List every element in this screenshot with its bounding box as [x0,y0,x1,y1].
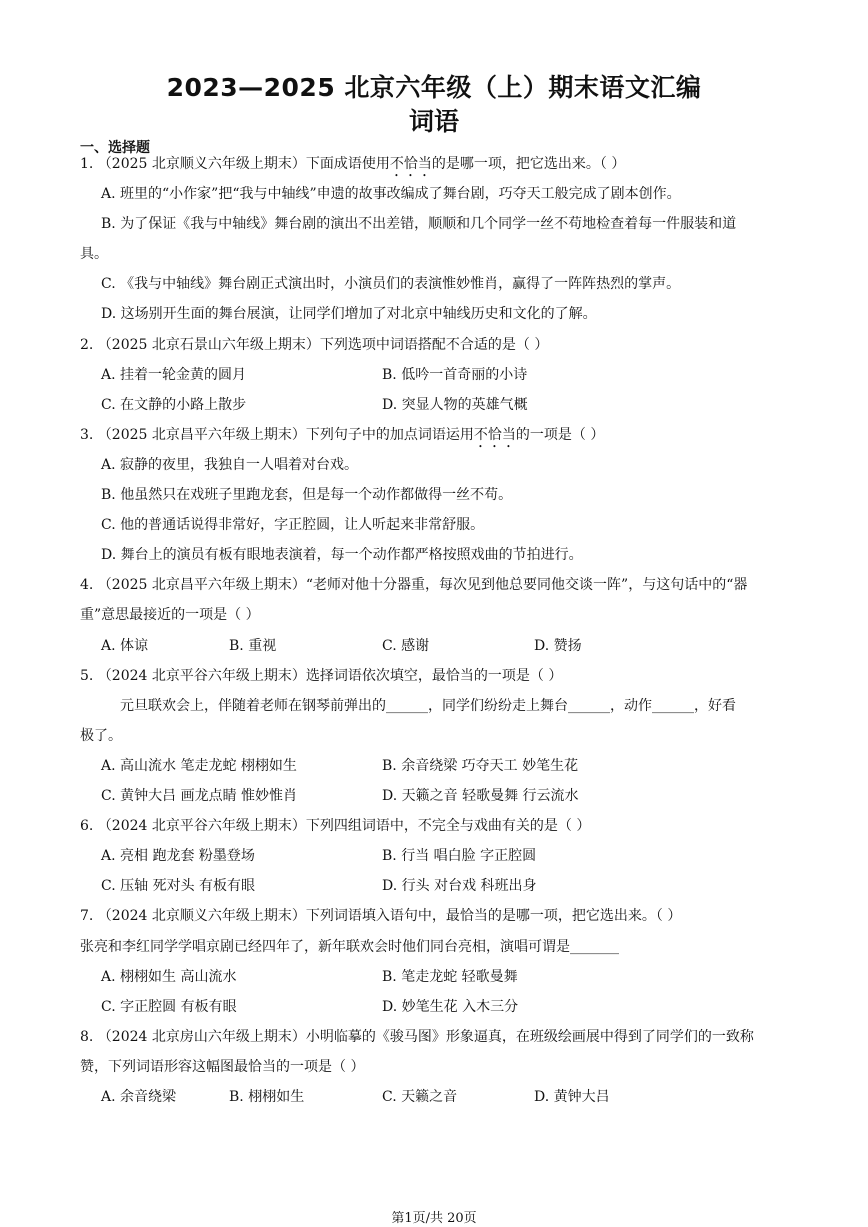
question-1-option-b: B. 为了保证《我与中轴线》舞台剧的演出不出差错，顺顺和几个同学一丝不苟地检查着每一件服装和道 [101,216,737,232]
question-2-option-c: C. 在文静的小路上散步 [101,397,247,413]
question-6-option-d: D. 行头 对台戏 科班出身 [382,878,537,894]
question-5-option-b: B. 余音绕梁 巧夺天工 妙笔生花 [382,758,579,774]
question-1-stem: 1. （2025 北京顺义六年级上期末）下面成语使用不恰当的是哪一项，把它选出来。（ ） [80,156,626,172]
question-5-option-c: C. 黄钟大吕 画龙点睛 惟妙惟肖 [101,788,298,804]
question-1-option-b-cont: 具。 [80,246,108,262]
question-6-stem: 6. （2024 北京平谷六年级上期末）下列四组词语中，不完全与戏曲有关的是（ ） [80,818,591,834]
question-1-option-d: D. 这场别开生面的舞台展演，让同学们增加了对北京中轴线历史和文化的了解。 [101,306,597,322]
question-8-option-b: B. 栩栩如生 [229,1089,305,1105]
question-4-option-b: B. 重视 [229,638,277,654]
question-3-option-c: C. 他的普通话说得非常好，字正腔圆，让人听起来非常舒服。 [101,517,485,533]
question-4-stem-cont: 重”意思最接近的一项是（ ） [80,607,260,623]
question-4-option-d: D. 赞扬 [534,638,582,654]
question-5-passage-cont: 极了。 [80,728,122,744]
question-7-option-c: C. 字正腔圆 有板有眼 [101,999,237,1015]
question-8-stem-cont: 赞，下列词语形容这幅图最恰当的一项是（ ） [80,1059,365,1075]
question-4-option-a: A. 体谅 [101,638,149,654]
question-7-passage: 张亮和李红同学学唱京剧已经四年了，新年联欢会时他们同台亮相，演唱可谓是_______ [80,939,619,955]
document-title: 2023—2025 北京六年级（上）期末语文汇编 [166,73,702,102]
question-6-option-c: C. 压轴 死对头 有板有眼 [101,878,256,894]
question-4-stem: 4. （2025 北京昌平六年级上期末）“老师对他十分器重，每次见到他总要同他交谈一阵”，与这句话中的“器 [80,577,748,593]
question-2-option-a: A. 挂着一轮金黄的圆月 [101,367,247,383]
question-7-option-b: B. 笔走龙蛇 轻歌曼舞 [382,969,518,985]
question-7-option-a: A. 栩栩如生 高山流水 [101,969,237,985]
question-4-option-c: C. 感谢 [382,638,430,654]
question-5-option-a: A. 高山流水 笔走龙蛇 栩栩如生 [101,758,297,774]
question-5-passage: 元旦联欢会上，伴随着老师在钢琴前弹出的______，同学们纷纷走上舞台______，动作______，好看 [120,698,736,714]
question-5-option-d: D. 天籁之音 轻歌曼舞 行云流水 [382,788,579,804]
question-3-stem: 3. （2025 北京昌平六年级上期末）下列句子中的加点词语运用不恰当的一项是（ ） [80,427,605,443]
question-2-stem: 2. （2025 北京石景山六年级上期末）下列选项中词语搭配不合适的是（ ） [80,337,549,353]
question-3-option-d: D. 舞台上的演员有板有眼地表演着，每一个动作都严格按照戏曲的节拍进行。 [101,547,583,563]
question-8-stem: 8. （2024 北京房山六年级上期末）小明临摹的《骏马图》形象逼真，在班级绘画展中得到了同学们的一致称 [80,1029,754,1045]
question-1-option-a: A. 班里的“小作家”把“我与中轴线”申遗的故事改编成了舞台剧，巧夺天工般完成了剧本创作。 [101,186,681,202]
question-2-option-b: B. 低吟一首奇丽的小诗 [382,367,528,383]
page-footer: 第1页/共 20页 [391,1211,477,1226]
question-1-option-c: C. 《我与中轴线》舞台剧正式演出时，小演员们的表演惟妙惟肖，赢得了一阵阵热烈的掌声。 [101,276,681,292]
question-6-option-b: B. 行当 唱白脸 字正腔圆 [382,848,537,864]
question-2-option-d: D. 突显人物的英雄气概 [382,397,528,413]
question-8-option-c: C. 天籁之音 [382,1089,458,1105]
section-heading: 一、选择题 [80,140,150,156]
question-3-option-b: B. 他虽然只在戏班子里跑龙套，但是每一个动作都做得一丝不苟。 [101,487,513,503]
question-7-stem: 7. （2024 北京顺义六年级上期末）下列词语填入语句中，最恰当的是哪一项，把它选出来。（ ） [80,908,682,924]
question-8-option-d: D. 黄钟大吕 [534,1089,610,1105]
document-subtitle: 词语 [408,107,459,136]
question-8-option-a: A. 余音绕梁 [101,1089,177,1105]
question-6-option-a: A. 亮相 跑龙套 粉墨登场 [101,848,255,864]
question-7-option-d: D. 妙笔生花 入木三分 [382,999,519,1015]
question-3-option-a: A. 寂静的夜里，我独自一人唱着对台戏。 [101,457,359,473]
question-5-stem: 5. （2024 北京平谷六年级上期末）选择词语依次填空，最恰当的一项是（ ） [80,668,563,684]
